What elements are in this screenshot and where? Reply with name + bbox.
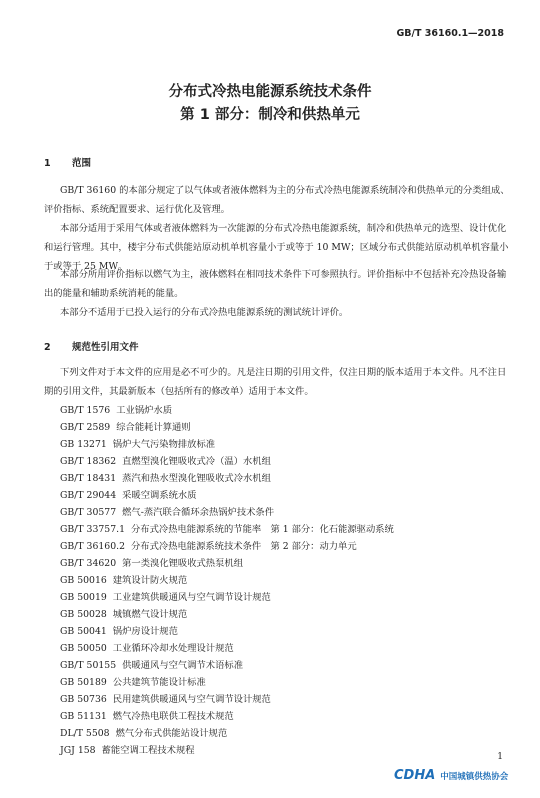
reference-item — [60, 470, 271, 484]
reference-title: 工业锅炉水质 — [116, 405, 173, 416]
reference-title: 蒸汽和热水型溴化锂吸收式冷水机组 — [122, 473, 271, 484]
reference-item — [60, 674, 206, 688]
cdha-logo-mark: CDHA — [394, 768, 436, 783]
reference-code: GB/T 36160.2 — [60, 541, 125, 552]
reference-item — [60, 419, 191, 433]
reference-title: 燃气分布式供能站设计规范 — [115, 728, 228, 739]
paragraph: 下列文件对于本文件的应用是必不可少的。凡是注日期的引用文件，仅注日期的版本适用于本文件。凡不注日期的引用文件，其最新版本（包括所有的修改单）适用于本文件。 — [44, 367, 507, 397]
reference-code: GB/T 30577 — [60, 507, 117, 518]
reference-title: 分布式冷热电能源系统技术条件 第 2 部分：动力单元 — [131, 541, 357, 552]
reference-code: GB 50016 — [60, 575, 107, 586]
reference-code: GB/T 29044 — [60, 490, 117, 501]
reference-code: GB 50736 — [60, 694, 107, 705]
standard-number: GB/T 36160.1—2018 — [396, 28, 504, 39]
document-subtitle: 第 1 部分：制冷和供热单元 — [180, 107, 360, 123]
reference-code: GB/T 1576 — [60, 405, 111, 416]
reference-title: 蓄能空调工程技术规程 — [101, 745, 195, 756]
reference-item — [60, 606, 187, 620]
reference-code: GB/T 33757.1 — [60, 524, 125, 535]
reference-title: 供暖通风与空气调节术语标准 — [122, 660, 243, 671]
reference-item — [60, 402, 172, 416]
reference-title: 分布式冷热电能源系统的节能率 第 1 部分：化石能源驱动系统 — [131, 524, 394, 535]
reference-item — [60, 521, 394, 535]
reference-item — [60, 555, 243, 569]
reference-code: JGJ 158 — [60, 745, 96, 756]
reference-code: GB 50189 — [60, 677, 107, 688]
reference-code: GB/T 34620 — [60, 558, 117, 569]
reference-title: 燃气冷热电联供工程技术规范 — [112, 711, 234, 722]
reference-title: 民用建筑供暖通风与空气调节设计规范 — [112, 694, 271, 705]
document-title: 分布式冷热电能源系统技术条件 — [168, 84, 372, 100]
page-number: 1 — [497, 752, 503, 762]
paragraph: 本部分不适用于已投入运行的分布式冷热电能源系统的测试统计评价。 — [60, 307, 349, 318]
reference-code: GB 50028 — [60, 609, 107, 620]
reference-item — [60, 725, 227, 739]
reference-code: GB/T 2589 — [60, 422, 111, 433]
reference-item — [60, 504, 274, 518]
reference-code: GB 50050 — [60, 643, 107, 654]
reference-title: 直燃型溴化锂吸收式冷（温）水机组 — [122, 456, 271, 467]
reference-code: GB/T 50155 — [60, 660, 117, 671]
reference-title: 城镇燃气设计规范 — [112, 609, 188, 620]
publisher-name: 中国城镇供热协会 — [440, 771, 509, 782]
reference-item — [60, 742, 195, 756]
publisher-logo — [394, 768, 508, 783]
reference-code: GB 51131 — [60, 711, 107, 722]
reference-code: DL/T 5508 — [60, 728, 110, 739]
reference-title: 第一类溴化锂吸收式热泵机组 — [122, 558, 243, 569]
reference-code: GB/T 18362 — [60, 456, 117, 467]
reference-title: 锅炉房设计规范 — [112, 626, 178, 637]
reference-title: 采暖空调系统水质 — [122, 490, 197, 501]
section-title: 范围 — [72, 158, 92, 169]
section-heading-normative-references — [44, 339, 139, 353]
reference-item — [60, 589, 271, 603]
paragraph: GB/T 36160 的本部分规定了以气体或者液体燃料为主的分布式冷热电能源系统制冷和供热单元的分类组成、评价指标、系统配置要求、运行优化及管理。 — [44, 185, 510, 215]
reference-item — [60, 657, 243, 671]
reference-title: 综合能耗计算通则 — [116, 422, 191, 433]
reference-item — [60, 691, 271, 705]
section-number: 1 — [44, 158, 51, 169]
reference-item — [60, 436, 215, 450]
reference-code: GB 50041 — [60, 626, 107, 637]
reference-title: 锅炉大气污染物排放标准 — [112, 439, 216, 450]
paragraph: 本部分适用于采用气体或者液体燃料为一次能源的分布式冷热电能源系统，制冷和供热单元的选型、设计优化和运行管理。其中，楼宇分布式供能站原动机单机容量小于或等于 10 MW；区域分布式供能站原动机单机容量小于或等于 25 MW。 — [44, 223, 509, 272]
section-heading-scope — [44, 155, 91, 169]
reference-code: GB/T 18431 — [60, 473, 117, 484]
section-number: 2 — [44, 342, 51, 353]
reference-title: 燃气-蒸汽联合循环余热锅炉技术条件 — [122, 507, 275, 518]
reference-title: 工业循环冷却水处理设计规范 — [112, 643, 234, 654]
reference-item — [60, 538, 357, 552]
reference-code: GB 13271 — [60, 439, 107, 450]
reference-item — [60, 708, 234, 722]
reference-item — [60, 572, 187, 586]
reference-item — [60, 453, 271, 467]
section-title: 规范性引用文件 — [72, 342, 139, 353]
reference-item — [60, 640, 234, 654]
reference-title: 公共建筑节能设计标准 — [112, 677, 206, 688]
reference-title: 建筑设计防火规范 — [112, 575, 188, 586]
reference-item — [60, 623, 178, 637]
paragraph: 本部分所用评价指标以燃气为主，液体燃料在相同技术条件下可参照执行。评价指标中不包括补充冷热设备输出的能量和辅助系统消耗的能量。 — [44, 269, 507, 299]
reference-item — [60, 487, 197, 501]
reference-code: GB 50019 — [60, 592, 107, 603]
reference-title: 工业建筑供暖通风与空气调节设计规范 — [112, 592, 271, 603]
